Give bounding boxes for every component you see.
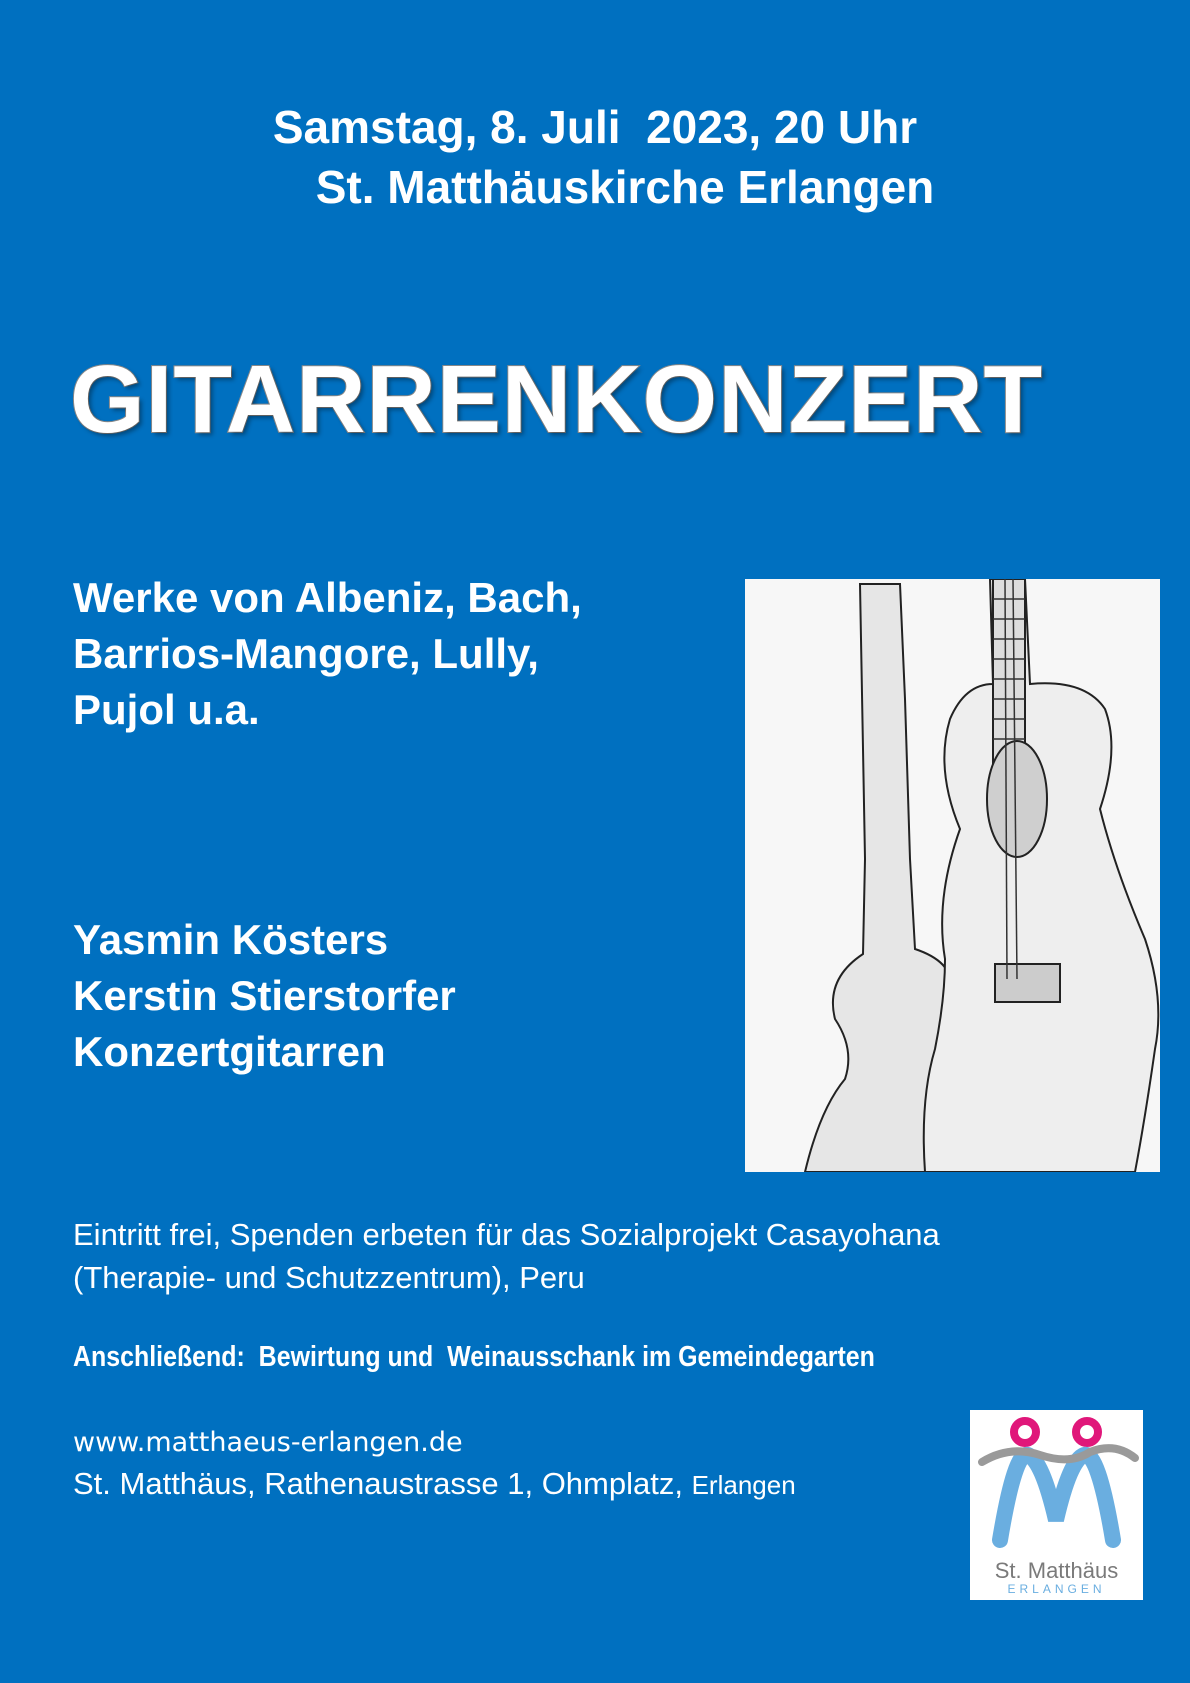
church-logo-icon [970, 1410, 1143, 1560]
performers-list [73, 912, 456, 1080]
program-list [73, 570, 582, 738]
address-main: St. Matthäus, Rathenaustrasse 1, Ohmplatz, [73, 1466, 683, 1501]
address-city: Erlangen [691, 1470, 796, 1500]
guitar-illustration [745, 579, 1160, 1172]
instrument: Konzertgitarren [73, 1028, 386, 1075]
admission-line: (Therapie- und Schutzzentrum), Peru [73, 1260, 585, 1295]
logo-subtitle: ERLANGEN [1007, 1582, 1106, 1596]
program-line: Werke von Albeniz, Bach, [73, 574, 582, 621]
event-venue: St. Matthäuskirche Erlangen [315, 161, 935, 213]
performer: Yasmin Kösters [73, 916, 389, 963]
event-date: Samstag, 8. Juli 2023, 20 Uhr [272, 101, 918, 153]
poster-title: GITARRENKONZERT [70, 346, 1044, 453]
church-logo [970, 1410, 1143, 1600]
afterwards-info: Anschließend: Bewirtung und Weinausschank im Gemeindegarten [73, 1341, 875, 1373]
admission-line: Eintritt frei, Spenden erbeten für das Sozialprojekt Casayohana [73, 1217, 940, 1252]
logo-name: St. Matthäus [994, 1558, 1119, 1583]
address [73, 1466, 796, 1502]
admission-info [73, 1213, 940, 1299]
performer: Kerstin Stierstorfer [73, 972, 456, 1019]
program-line: Barrios-Mangore, Lully, [73, 630, 539, 677]
program-line: Pujol u.a. [73, 686, 260, 733]
website-link[interactable]: www.matthaeus-erlangen.de [73, 1427, 463, 1458]
guitar-sketch-icon [745, 579, 1160, 1172]
